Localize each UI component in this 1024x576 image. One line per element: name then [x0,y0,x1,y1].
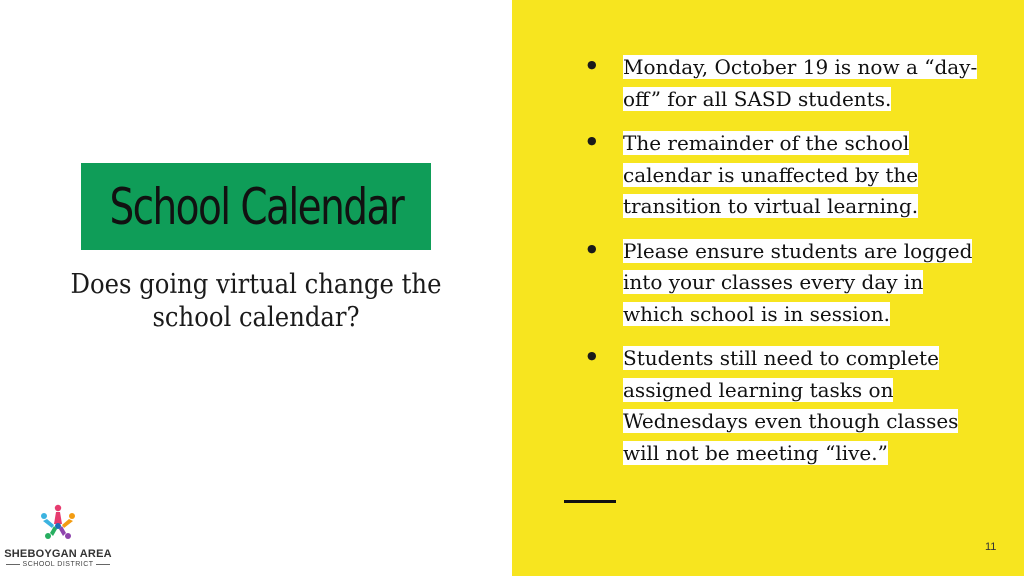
bullet-list [585,52,1005,482]
list-item [585,128,1005,223]
bullet-line: Please ensure students are logged [623,238,973,263]
list-item [585,343,1005,469]
bullet-line: The remainder of the school [623,131,910,155]
logo-title: SHEBOYGAN AREA [4,548,112,560]
list-item [585,52,1005,115]
bullet-line: will not be meeting “live.” [623,440,888,465]
title-box [81,163,431,250]
slide-subtitle: Does going virtual change the school calendar? [70,269,442,333]
star-people-logo-icon [4,500,112,548]
bullet-line: into your classes every day in [623,270,924,294]
bullet-line: Students still need to complete [623,346,939,370]
bullet-line: Wednesdays even though classes [623,409,959,433]
accent-underline [564,500,616,503]
bullet-line: transition to virtual learning. [623,194,919,218]
bullet-line: assigned learning tasks on [623,377,894,402]
bullet-line: calendar is unaffected by the [623,162,919,187]
bullet-line: off” for all SASD students. [623,86,892,111]
page-number: 11 [985,541,997,553]
list-item [585,236,1005,331]
bullet-line: which school is in session. [623,301,890,326]
bullet-line: Monday, October 19 is now a “day- [623,55,978,79]
slide-title: School Calendar [109,177,403,236]
logo-subtitle: SCHOOL DISTRICT [4,561,112,568]
district-logo [4,500,112,572]
